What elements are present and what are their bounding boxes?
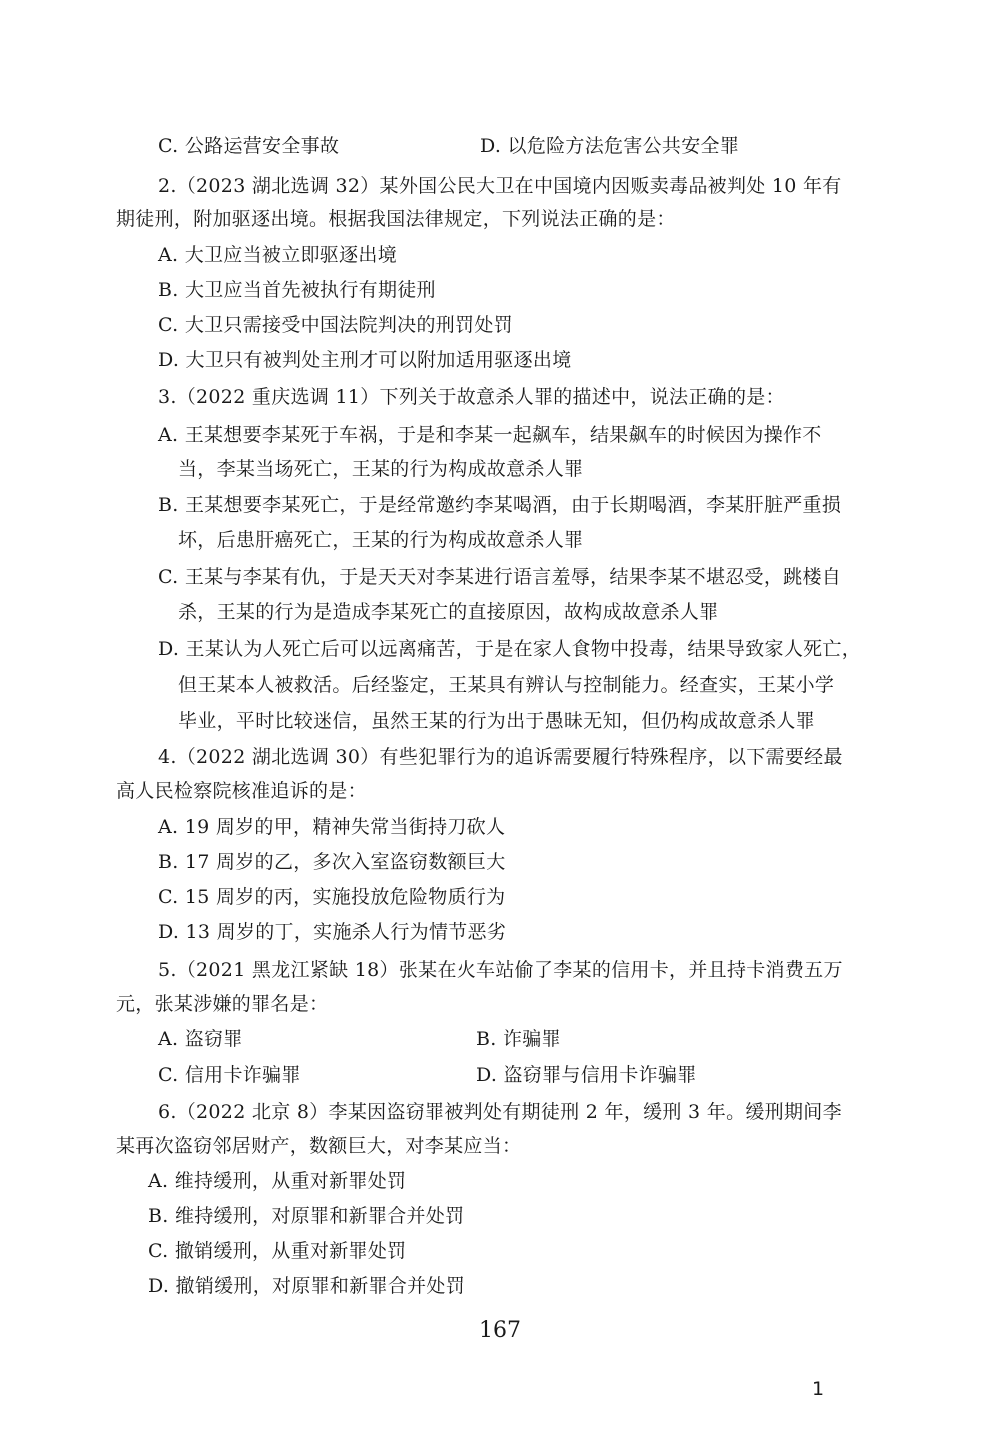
q3-option-c-line1: C. 王某与李某有仇，于是天天对李某进行语言羞辱，结果李某不堪忍受，跳楼自 [158, 566, 842, 588]
q2-option-b: B. 大卫应当首先被执行有期徒刑 [158, 279, 436, 301]
q4-option-c: C. 15 周岁的丙，实施投放危险物质行为 [158, 886, 506, 908]
q6-option-a: A. 维持缓刑，从重对新罪处罚 [148, 1170, 407, 1192]
page-number: 167 [479, 1318, 521, 1343]
q2-option-d: D. 大卫只有被判处主刑才可以附加适用驱逐出境 [158, 349, 572, 371]
q6-option-d: D. 撤销缓刑，对原罪和新罪合并处罚 [148, 1275, 466, 1297]
q4-option-b: B. 17 周岁的乙，多次入室盗窃数额巨大 [158, 851, 506, 873]
q4-stem-line2: 高人民检察院核准追诉的是： [116, 780, 367, 802]
q2-stem-line1: 2.（2023 湖北选调 32）某外国公民大卫在中国境内因贩卖毒品被判处 10 年有 [158, 175, 842, 197]
q6-option-c: C. 撤销缓刑，从重对新罪处罚 [148, 1240, 407, 1262]
q2-option-a: A. 大卫应当被立即驱逐出境 [158, 244, 398, 266]
q3-option-b-line1: B. 王某想要李某死亡，于是经常邀约李某喝酒，由于长期喝酒，李某肝脏严重损 [158, 494, 842, 516]
q1-option-c: C. 公路运营安全事故 [158, 135, 340, 157]
q4-option-d: D. 13 周岁的丁，实施杀人行为情节恶劣 [158, 921, 507, 943]
q5-stem-line2: 元，张某涉嫌的罪名是： [116, 993, 329, 1015]
q1-option-d: D. 以危险方法危害公共安全罪 [480, 135, 740, 157]
q5-option-d: D. 盗窃罪与信用卡诈骗罪 [476, 1064, 697, 1086]
q5-option-c: C. 信用卡诈骗罪 [158, 1064, 301, 1086]
q4-stem-line1: 4.（2022 湖北选调 30）有些犯罪行为的追诉需要履行特殊程序，以下需要经最 [158, 746, 843, 768]
q3-stem: 3.（2022 重庆选调 11）下列关于故意杀人罪的描述中，说法正确的是： [158, 386, 785, 408]
q3-option-b-line2: 坏，后患肝癌死亡，王某的行为构成故意杀人罪 [178, 529, 584, 551]
q5-option-b: B. 诈骗罪 [476, 1028, 561, 1050]
q3-option-c-line2: 杀，王某的行为是造成李某死亡的直接原因，故构成故意杀人罪 [178, 601, 719, 623]
q5-option-a: A. 盗窃罪 [158, 1028, 243, 1050]
q3-option-d-line2: 但王某本人被救活。后经鉴定，王某具有辨认与控制能力。经查实，王某小学 [178, 674, 835, 696]
q4-option-a: A. 19 周岁的甲，精神失常当街持刀砍人 [158, 816, 506, 838]
corner-number: 1 [812, 1378, 825, 1400]
q6-stem-line1: 6.（2022 北京 8）李某因盗窃罪被判处有期徒刑 2 年，缓刑 3 年。缓刑期间李 [158, 1101, 842, 1123]
q3-option-a-line1: A. 王某想要李某死于车祸，于是和李某一起飙车，结果飙车的时候因为操作不 [158, 424, 822, 446]
q3-option-d-line1: D. 王某认为人死亡后可以远离痛苦，于是在家人食物中投毒，结果导致家人死亡， [158, 638, 862, 660]
q3-option-d-line3: 毕业，平时比较迷信，虽然王某的行为出于愚昧无知，但仍构成故意杀人罪 [178, 710, 815, 732]
q6-stem-line2: 某再次盗窃邻居财产，数额巨大，对李某应当： [116, 1135, 522, 1157]
q2-stem-line2: 期徒刑，附加驱逐出境。根据我国法律规定，下列说法正确的是： [116, 208, 676, 230]
q5-stem-line1: 5.（2021 黑龙江紧缺 18）张某在火车站偷了李某的信用卡，并且持卡消费五万 [158, 959, 843, 981]
q3-option-a-line2: 当，李某当场死亡，王某的行为构成故意杀人罪 [178, 458, 584, 480]
q6-option-b: B. 维持缓刑，对原罪和新罪合并处罚 [148, 1205, 465, 1227]
q2-option-c: C. 大卫只需接受中国法院判决的刑罚处罚 [158, 314, 513, 336]
